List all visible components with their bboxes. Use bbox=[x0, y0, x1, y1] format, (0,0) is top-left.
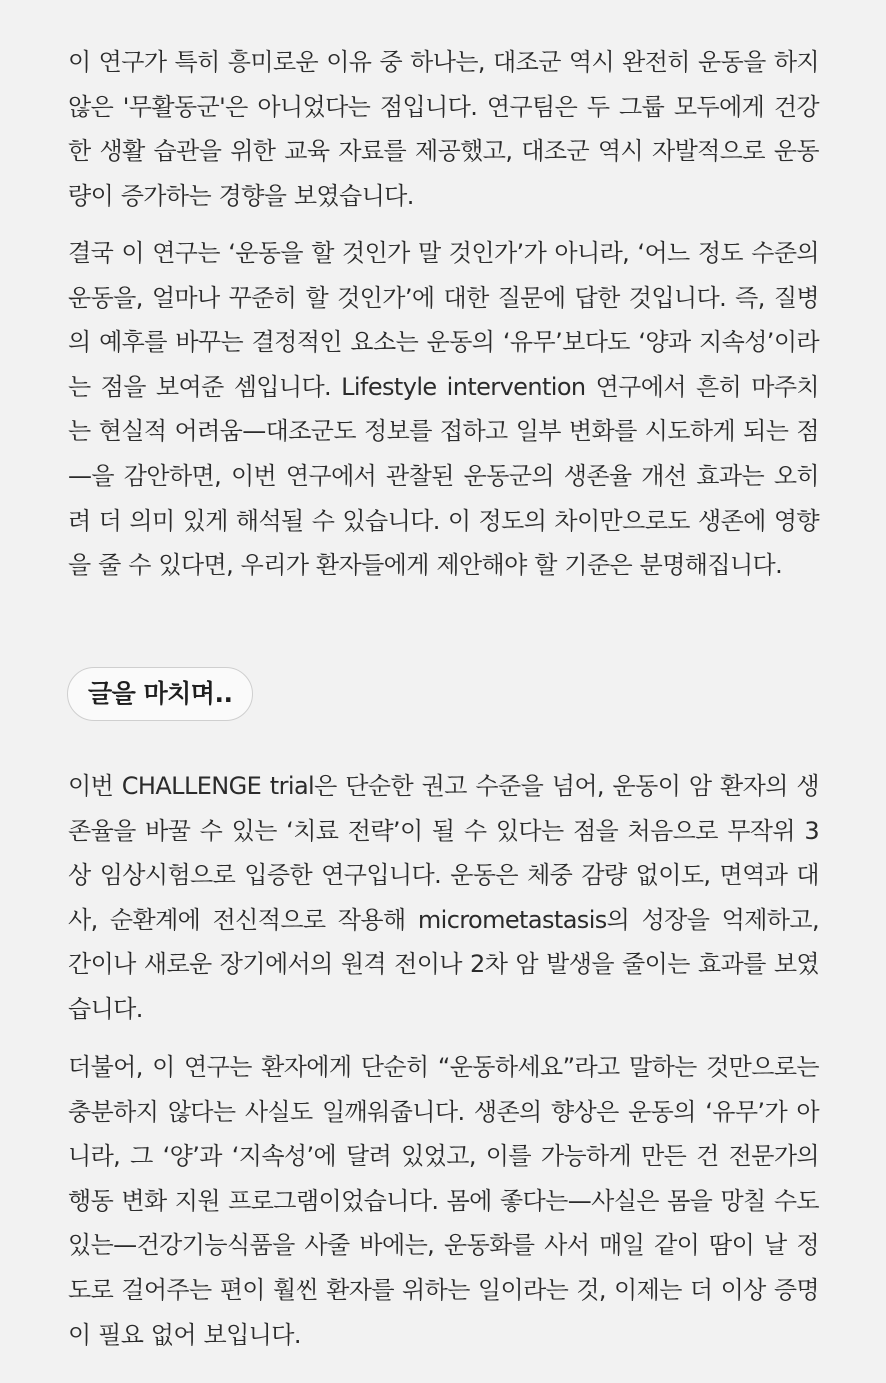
paragraph-study-conclusion: 결국 이 연구는 ‘운동을 할 것인가 말 것인가’가 아니라, ‘어느 정도 수준의 운동을, 얼마나 꾸준히 할 것인가’에 대한 질문에 답한 것입니다. 즉, 질병의 예후를 바꾸는 결정적인 요소는 운동의 ‘유무’보다도 ‘양과 지속성’이라는 점을 보여준 셈입니다. Lifestyle intervention 연구에서 흔히 마주치는 현실적 어려움—대조군도 정보를 접하고 일부 변화를 시도하게 되는 점—을 감안하면, 이번 연구에서 관찰된 운동군의 생존율 개선 효과는 오히려 더 의미 있게 해석될 수 있습니다. 이 정도의 차이만으로도 생존에 영향을 줄 수 있다면, 우리가 환자들에게 제안해야 할 기준은 분명해집니다. bbox=[68, 239, 819, 580]
paragraph-final-remarks: 더불어, 이 연구는 환자에게 단순히 “운동하세요”라고 말하는 것만으로는 충분하지 않다는 사실도 일깨워줍니다. 생존의 향상은 운동의 ‘유무’가 아니라, 그 ‘양’과 ‘지속성’에 달려 있었고, 이를 가능하게 만든 건 전문가의 행동 변화 지원 프로그램이었습니다. 몸에 좋다는—사실은 몸을 망칠 수도 있는—건강기능식품을 사줄 바에는, 운동화를 사서 매일 같이 땀이 날 정도로 걸어주는 편이 훨씬 환자를 위하는 일이라는 것, 이제는 더 이상 증명이 필요 없어 보입니다. bbox=[68, 1053, 819, 1349]
paragraph-control-group: 이 연구가 특히 흥미로운 이유 중 하나는, 대조군 역시 완전히 운동을 하지 않은 '무활동군'은 아니었다는 점입니다. 연구팀은 두 그룹 모두에게 건강한 생활 습관을 위한 교육 자료를 제공했고, 대조군 역시 자발적으로 운동량이 증가하는 경향을 보였습니다. bbox=[68, 48, 819, 210]
section-heading-closing: 글을 마치며.. bbox=[67, 667, 253, 721]
paragraph-challenge-trial: 이번 CHALLENGE trial은 단순한 권고 수준을 넘어, 운동이 암 환자의 생존율을 바꿀 수 있는 ‘치료 전략’이 될 수 있다는 점을 처음으로 무작위 3상 임상시험으로 입증한 연구입니다. 운동은 체중 감량 없이도, 면역과 대사, 순환계에 전신적으로 작용해 micrometastasis의 성장을 억제하고, 간이나 새로운 장기에서의 원격 전이나 2차 암 발생을 줄이는 효과를 보였습니다. bbox=[68, 772, 819, 1023]
